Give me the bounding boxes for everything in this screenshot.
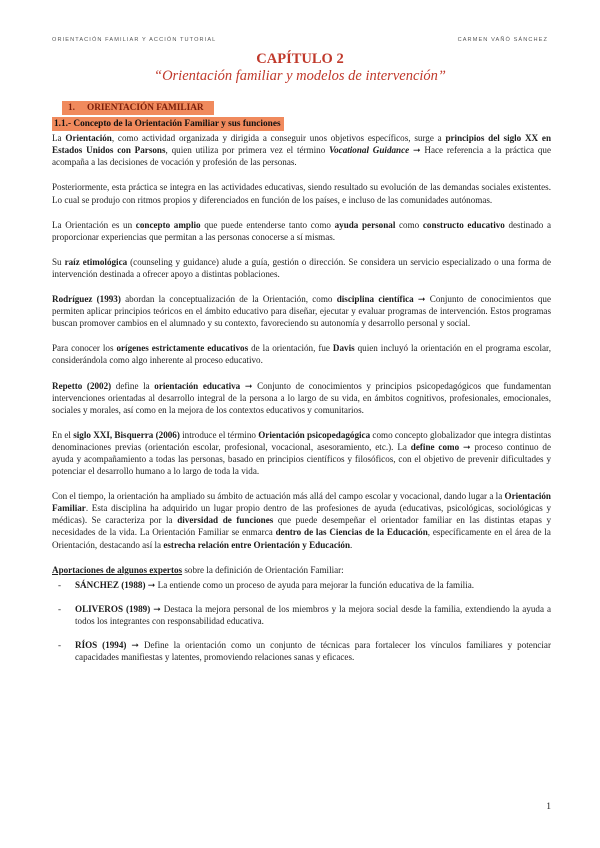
paragraph-4 [52, 256, 551, 280]
text: ➞ Hace referencia a la práctica que acompaña a las decisiones de vocación y profesión de las personas. [52, 145, 551, 168]
section-title: ORIENTACIÓN FAMILIAR [86, 103, 204, 113]
chapter-subtitle: “Orientación familiar y modelos de intervención” [154, 68, 446, 84]
text-bold: dentro de las Ciencias de la Educación [275, 527, 428, 538]
text-bold: raíz etimológica [64, 256, 128, 267]
text-bold: Orientación Familiar [52, 491, 551, 514]
text: Su [52, 256, 65, 267]
text-bold: orientación educativa [154, 380, 241, 391]
paragraph-9 [52, 490, 551, 550]
text: que puede entenderse tanto como [200, 219, 335, 230]
list-item [52, 579, 551, 591]
paragraph-7 [52, 380, 551, 416]
header-course: ORIENTACIÓN FAMILIAR Y ACCIÓN TUTORIAL [52, 37, 217, 43]
chapter-title: CAPÍTULO 2 [256, 51, 344, 67]
section-heading [62, 101, 214, 115]
list-dash: - [58, 640, 62, 650]
paragraph-1 [52, 132, 551, 168]
experts-list [52, 579, 551, 663]
expert-name: RÍOS (1994) [75, 640, 127, 650]
experts-intro [52, 564, 551, 576]
text-bold: estrecha relación entre Orientación y Educación [163, 539, 351, 550]
page-content [52, 101, 551, 675]
list-dash: - [58, 579, 62, 590]
text-bold: disciplina científica [336, 294, 414, 305]
text-bold: ayuda personal [334, 219, 396, 230]
text: , específicamente en el área de la Orientación, destacando así la [52, 527, 551, 550]
text-bold: define como [410, 441, 460, 452]
text: ➞ Conjunto de conocimientos y principios psicopedagógicos que fundamentan intervenciones orientadas al desarrollo integral de la persona a lo largo de su vida, en ámbitos cognitivos, profesionales, emocionales, sociales y morales, así como en la mejora de los contextos educativos y comunitarios. [52, 380, 551, 415]
list-item [52, 603, 551, 627]
page-header [52, 37, 548, 43]
text: Con el tiempo, la orientación ha ampliado su ámbito de actuación más allá del campo escolar y vocacional, dando lugar a la [52, 491, 505, 502]
text: destinado a proporcionar experiencias que permitan a las personas conocerse a sí mismas. [52, 219, 552, 242]
text: como [395, 219, 423, 230]
text: . [350, 539, 353, 550]
header-author: CARMEN VAÑÓ SÁNCHEZ [457, 37, 548, 43]
text: (counseling y guidance) alude a guía, gestión o dirección. Se considera un servicio especializado o una forma de intervención destinada a ofrecer apoyo a distintas poblaciones. [52, 256, 551, 279]
paragraph-3 [52, 219, 551, 243]
text: introduce el término [179, 429, 259, 440]
text-bold-underline: Aportaciones de algunos expertos [52, 564, 183, 575]
text: abordan la conceptualización de la Orientación, como [120, 294, 337, 305]
text-bold: Orientación [65, 133, 112, 144]
text: de la orientación, fue [248, 343, 333, 354]
text-bold: diversidad de funciones [177, 515, 274, 526]
text: La [52, 133, 66, 144]
expert-text: ➞ Define la orientación como un conjunto de técnicas para fortalecer los vínculos familiares y potenciar capacidades manifiestas y latentes, promoviendo relaciones sanas y eficaces. [75, 640, 551, 663]
list-item [52, 639, 551, 663]
text-bold: principios del siglo XX en Estados Unidos con Parsons [52, 133, 551, 156]
text-bold: Repetto (2002) [52, 380, 112, 391]
text: En el [52, 429, 74, 440]
paragraph-6 [52, 342, 551, 366]
section-number: 1. [68, 103, 75, 113]
text-bold: constructo educativo [422, 219, 505, 230]
text-bold: concepto amplio [135, 219, 201, 230]
text-bold: Davis [332, 343, 355, 354]
text: define la [111, 380, 155, 391]
text: que puede desempeñar el orientador familiar en las distintas etapas y necesidades de la vida. La Orientación Familiar se enmarca [52, 515, 551, 538]
subsection-heading: 1.1.- Concepto de la Orientación Familiar y sus funciones [52, 117, 284, 131]
text: Para conocer los [52, 343, 117, 354]
text: , como actividad organizada y dirigida a conseguir unos objetivos específicos, surge a [111, 133, 446, 144]
text: , quien utiliza por primera vez el término [165, 145, 330, 156]
text-bold: orígenes estrictamente educativos [116, 343, 249, 354]
paragraph-2: Posteriormente, esta práctica se integra en las actividades educativas, siendo resultado su evolución de las demandas sociales existentes. Lo cual se produjo con ritmos propios y diferenciados en función de los países, e incluso de las comunidades autónomas. [52, 182, 551, 205]
text-bold: Rodríguez (1993) [52, 294, 121, 305]
expert-name: OLIVEROS (1989) [75, 603, 151, 614]
text: como concepto globalizador que integra distintas denominaciones previas (orientación escolar, profesional, vocacional, asesoramiento, etc.). La [52, 429, 551, 452]
text: . Esta disciplina ha adquirido un lugar propio dentro de las profesiones de ayuda (educativas, psicológicas, sociológicas y médicas). Se caracteriza por la [52, 503, 551, 526]
text: La Orientación es un [52, 219, 136, 230]
expert-text: ➞ Destaca la mejora personal de los miembros y la mejora social desde la familia, extendiendo la ayuda a todos los integrantes con responsabilidad educativa. [75, 603, 551, 626]
page-number: 1 [546, 802, 551, 812]
text-bold-italic: Vocational Guidance [329, 145, 410, 156]
expert-name: SÁNCHEZ (1988) [75, 579, 146, 590]
text: ➞ Conjunto de conocimientos que permiten aplicar principios teóricos en el ámbito educativo para diseñar, ejecutar y evaluar programas de intervención. Estos programas buscan promover cambios en el alumnado y su contexto, favoreciendo su autonomía y desarrollo personal y social. [52, 294, 552, 329]
paragraph-5 [52, 293, 551, 329]
expert-text: ➞ La entiende como un proceso de ayuda para mejorar la función educativa de la familia. [145, 579, 475, 590]
text-bold: siglo XXI, Bisquerra (2006) [73, 429, 180, 440]
paragraph-8 [52, 429, 551, 477]
list-dash: - [58, 603, 62, 614]
text: ➞ proceso continuo de ayuda y acompañamiento a todas las personas, basado en principios científicos y filosóficos, con el objetivo de prevenir dificultades y potenciar el desarrollo humano a lo largo de toda la vida. [52, 441, 551, 477]
text-bold: Orientación psicopedagógica [258, 429, 371, 440]
text: quien incluyó la orientación en el programa escolar, considerándola como algo inherente al proceso educativo. [52, 343, 551, 366]
text: sobre la definición de Orientación Familiar: [182, 564, 344, 575]
